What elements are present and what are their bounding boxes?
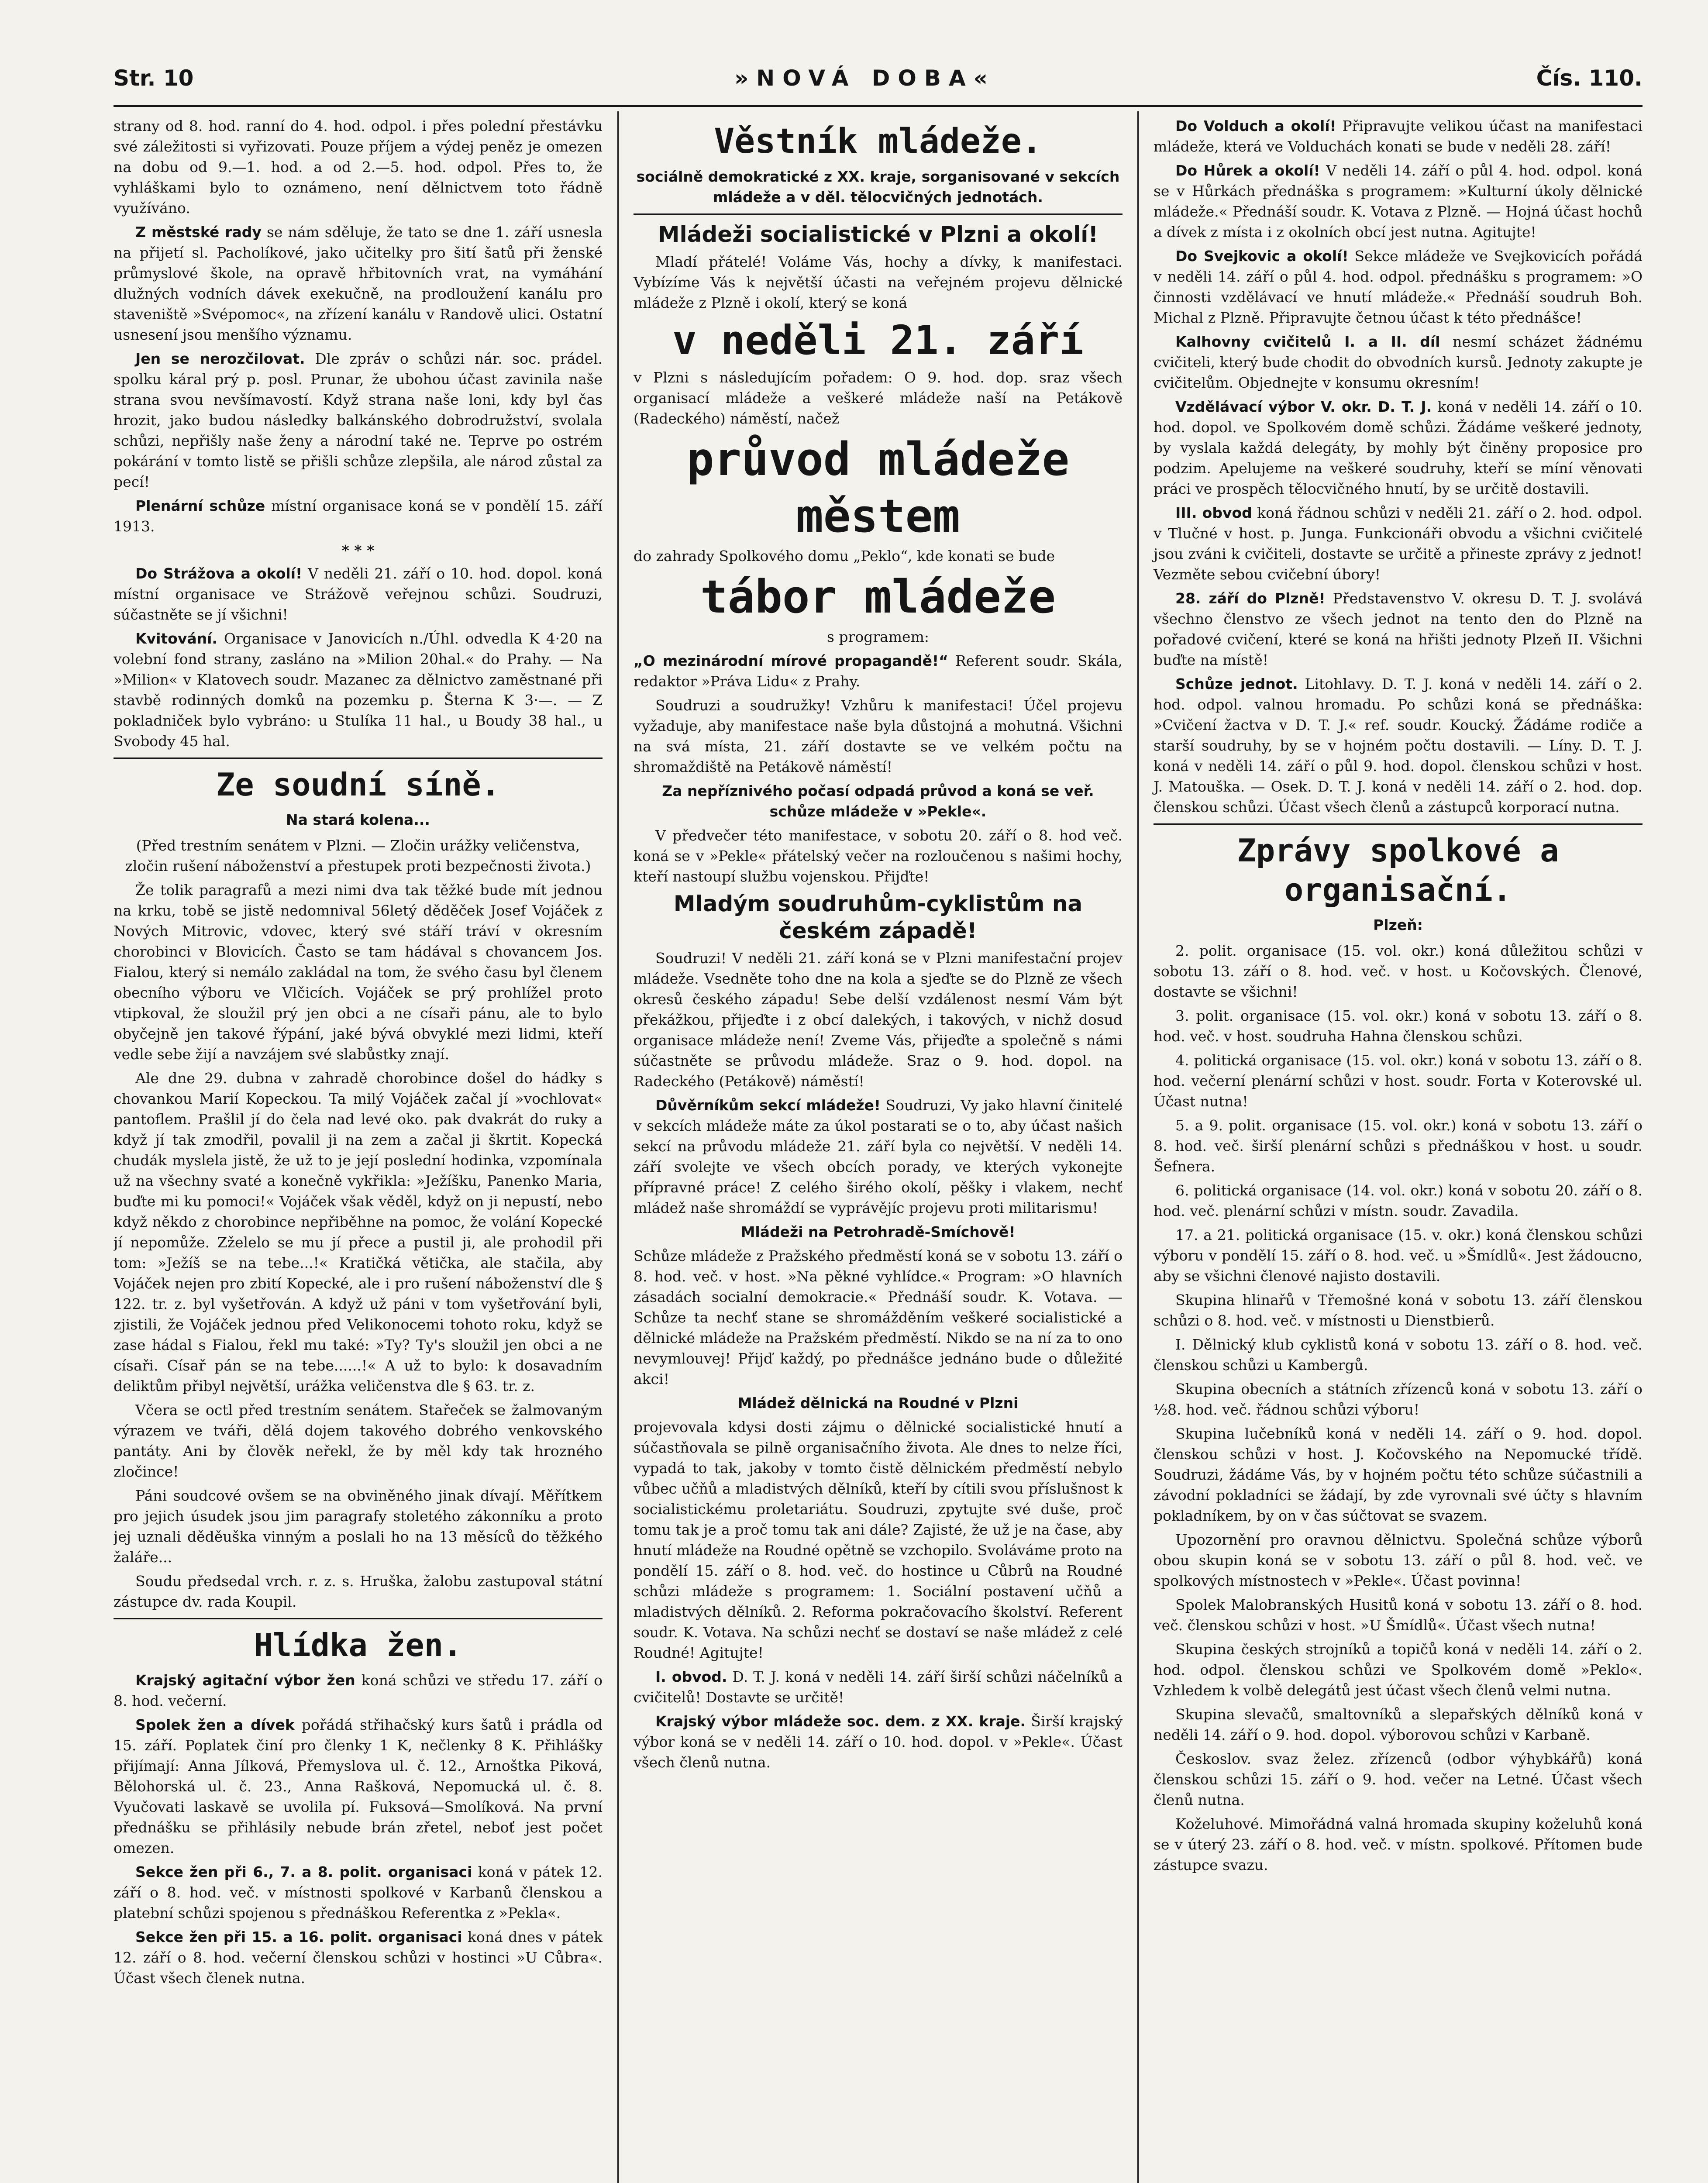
section-heading-youth: Věstník mládeže. xyxy=(714,122,1042,161)
article-heading: Mladým soudruhům-cyklistům na českém západě! xyxy=(673,891,1083,943)
paragraph: Upozornění pro oravnou dělnictvu. Společná schůze výborů obou skupin koná se v sobotu 13. září o půl 8. hod. več. ve spolkových místnostech v »Pekle«. Účast povinna! xyxy=(1154,1531,1643,1589)
item-text: V neděli 21. září o 10. hod. dopol. koná místní organisace ve Strážově veřejnou schůzi. Soudruzi, súčastněte se jí všichni! xyxy=(114,565,603,623)
item-text: Představenstvo V. okresu D. T. J. svolává všechno členstvo ze všech jednot na tento den do Plzně na pořadové cvičení, které se koná na hřišti jednoty Plzeň II. Všichni buďte na místě! xyxy=(1154,590,1643,668)
item-text: Litohlavy. D. T. J. koná v neděli 14. září o 2. hod. odpol. valnou hromadu. Po schůzi koná se přednáška: »Cvičení žactva v D. T. J.« ref. soudr. Koucký. Žádáme rodiče a starší soudruhy, by se v hojném počtu dostavili. — Líny. D. T. J. koná v neděli 14. září o půl 9. hod. dopol. členskou schůzi v host. J. Matouška. — Osek. D. T. J. koná v neděli 14. září o 2. hod. dop. členskou schůzi. Účast všech členů a zástupců korporací nutna. xyxy=(1154,675,1643,816)
divider xyxy=(114,758,603,759)
item-text: koná dnes v pátek 12. září o 8. hod. večerní členskou schůzi v hostinci »U Cůbra«. Účast všech členek nutna. xyxy=(114,1928,603,1987)
item-text: Širší krajský výbor koná se v neděli 14. září o 10. hod. dopol. v »Pekle«. Účast všech členů nutna. xyxy=(634,1713,1123,1771)
item-heading: Do Volduch a okolí! xyxy=(1175,117,1336,134)
item-heading: Sekce žen při 15. a 16. polit. organisaci xyxy=(135,1928,462,1945)
paragraph: Skupina obecních a státních zřízenců koná v sobotu 13. září o ½8. hod. več. řádnou schůzi výboru! xyxy=(1154,1381,1643,1418)
item-heading: Schůze jednot. xyxy=(1175,675,1298,692)
section-divider-stars: * * * xyxy=(341,542,375,559)
paragraph: strany od 8. hod. ranní do 4. hod. odpol. i přes polední přestávku své záležitosti si vyřizovati. Pouze příjem a výdej peněz je omezen na dobu od 9.—1. hod. a od 2.—5. hod. odpol. Přes to, že vyhláškami bylo to oznámeno, není dělnictvem toto řádně využíváno. xyxy=(114,117,603,217)
news-item xyxy=(1154,116,1643,157)
item-heading: Mládež dělnická na Roudné v Plzni xyxy=(737,1395,1019,1412)
item-heading: Z městské rady xyxy=(135,224,262,241)
column-2 xyxy=(619,107,1137,2183)
paragraph: Schůze mládeže z Pražského předměstí koná se v sobotu 13. září o 8. hod. več. v host. »Na pěkné vyhlídce.« Program: »O hlavních zásadách socialní demokracie.« Přednáší soudr. K. Votava. — Schůze ta nechť stane se shromážděním veškeré socialistické a dělnické mládeže na Pražském předměstí. Nikdo se na ní za to ono nevymlouvej! Přijď každý, po přednášce jednáno bude o důležité akci! xyxy=(634,1247,1123,1388)
news-item xyxy=(1154,160,1643,242)
news-item xyxy=(1154,246,1643,328)
item-text: Dle zpráv o schůzi nár. soc. prádel. spolku káral prý p. posl. Prunar, že ubohou účast zavinila naše strana svou nevšímavostí. Když strana naše loni, kdy byl čas hrozit, jako budou následky balkánského dobrodružství, svolala schůzi, nepřišly naše ženy a národní také ne. Teprve po ostrém pokárání v tomto listě se přišli schůze zlepšila, ale národ zůstal za pecí! xyxy=(114,350,603,490)
paragraph: do zahrady Spolkového domu „Peklo“, kde konati se bude xyxy=(634,547,1055,565)
paragraph: Ale dne 29. dubna v zahradě chorobince došel do hádky s chovankou Marií Kopeckou. Ta milý Vojáček začal jí »vochlovat« pantoflem. Prašlil jí do čela nad levé oko. pak dvakrát do ruky a když jí tak zmodřil, povalil ji na zem a začal ji škrtit. Kopecká chudák myslela jistě, že už to je její poslední hodinka, vzpomínala už na všechny svaté a konečně vykřikla: »Ježíšku, Panenko Maria, buďte mi ku pomoci!« Vojáček však věděl, když on ji nepustí, nebo když někdo z chorobince nepřiběhne na pomoc, že volání Kopecké jí nepomůže. Zželelo se mu jí přece a pustil ji, ale prohodil při tom: »Ježíš se na tebe...!« Kratičká větička, ale stačila, aby Vojáček nejen pro zbití Kopecké, ale i pro rušení náboženství dle § 122. tr. z. byl vyšetřován. A když už páni v tom vyšetřování byli, zjistili, že Vojáček jednou před Velikonocemi tohoto roku, když se zase hádal s Fialou, řekl mu také: »Ty? Ty's sloužil jen obci a ne císaři. Císař pán se na tebe......!« A už to bylo: k dosavadním deliktům přibyl největší, urážka veličenstva dle § 63. tr. z. xyxy=(114,1070,603,1395)
paragraph: s programem: xyxy=(827,628,929,645)
item-heading: Spolek žen a dívek xyxy=(135,1716,295,1733)
news-item xyxy=(1154,396,1643,499)
section-heading-associations: Zprávy spolkové a organisační. xyxy=(1237,832,1559,908)
article-heading: Mládeži socialistické v Plzni a okolí! xyxy=(658,222,1098,247)
paragraph: 5. a 9. polit. organisace (15. vol. okr.) koná v sobotu 13. září o 8. hod. več. širší plenární schůzi s přednáškou v host. u soudr. Šefnera. xyxy=(1154,1117,1643,1175)
item-text: pořádá střihačský kurs šatů i prádla od 15. září. Poplatek činí pro členky 1 K, nečlenky 8 K. Přihlášky přijímají: Anna Jílková, Přemyslova ul. č. 12., Arnoštka Piková, Bělohorská ul. č. 23., Anna Rašková, Nepomucká ul. č. 8. Vyučovati laskavě se uvolila pí. Fuksová—Smolíková. Na první přednášku se přihlásily nebude brán zřetel, neboť jest počet omezen. xyxy=(114,1716,603,1856)
paragraph: V předvečer této manifestace, v sobotu 20. září o 8. hod več. koná se v »Pekle« přátelský večer na rozloučenou s našimi hochy, kteří nastoupí službu vojenskou. Přijďte! xyxy=(634,827,1123,885)
paragraph: 6. politická organisace (14. vol. okr.) koná v sobotu 20. září o 8. hod. več. plenární schůzi v místn. soudr. Zavadila. xyxy=(1154,1182,1643,1219)
news-item xyxy=(114,348,603,492)
paragraph: Soudu předsedal vrch. r. z. s. Hruška, žalobu zastupoval státní zástupce dv. rada Koupil. xyxy=(114,1573,603,1610)
item-heading: Do Svejkovic a okolí! xyxy=(1175,248,1349,265)
item-heading: I. obvod. xyxy=(655,1668,727,1685)
notice: Za nepříznivého počasí odpadá průvod a koná se veř. schůze mládeže v »Pekle«. xyxy=(662,782,1094,820)
item-text: koná v pátek 12. září o 8. hod. več. v místnosti spolkové v Karbanů členskou a platební schůzi spojenou s přednáškou Referentka z »Pekla«. xyxy=(114,1863,603,1921)
news-item xyxy=(1154,331,1643,393)
divider xyxy=(1154,823,1643,825)
paragraph: 2. polit. organisace (15. vol. okr.) koná důležitou schůzi v sobotu 13. září o 8. hod. več. v host. u Kočovských. Členové, dostavte se všichni! xyxy=(1154,942,1643,1000)
item-text: koná schůzi ve středu 17. září o 8. hod. večerní. xyxy=(114,1672,603,1709)
paragraph: Soudruzi a soudružky! Vzhůru k manifestaci! Účel projevu vyžaduje, aby manifestace naše byla důstojná a mohutná. Všichni na svá místa, 21. září dostavte se ve velkém počtu na shromaždiště na Petákově náměstí! xyxy=(634,697,1123,775)
article-subheading: Na stará kolena... xyxy=(286,811,430,828)
news-item xyxy=(114,222,603,345)
item-text: V neděli 14. září o půl 4. hod. odpol. koná se v Hůrkách přednáška s programem: »Kulturní úkoly dělnické mládeže.« Přednáší soudr. K. Votava z Plzně. — Hojná účast hochů a dívek z místa i z okolních obcí jest nutna. Agitujte! xyxy=(1154,162,1643,241)
news-item xyxy=(1154,503,1643,585)
column-3 xyxy=(1139,107,1643,2183)
item-heading: Důvěrníkům sekcí mládeže! xyxy=(655,1097,881,1114)
paragraph: Soudruzi! V neděli 21. září koná se v Plzni manifestační projev mládeže. Vsedněte toho dne na kola a sjeďte se do Plzně ze všech okresů českého západu! Sebe delší vzdálenost nesmí Vám být překážkou, přijeďte i z obcí dalekých, i takových, v nichž dosud organisace mládeže není! Zveme Vás, přijeďte a společně s námi súčastněte se průvodu mládeže. Sraz o 9. hod. dopol. na Radeckého (Petákově) náměstí! xyxy=(634,950,1123,1090)
news-item xyxy=(634,1667,1123,1708)
column-1 xyxy=(114,107,617,2183)
section-heading-women: Hlídka žen. xyxy=(254,1627,462,1663)
paragraph: Skupina českých strojníků a topičů koná v neděli 14. září o 2. hod. odpol. členskou schůzi ve Spolkovém domě »Peklo«. Vzhledem k volbě delegátů jest účast všech členů velmi nutna. xyxy=(1154,1641,1643,1699)
paragraph: I. Dělnický klub cyklistů koná v sobotu 13. září o 8. hod. več. členskou schůzi u Kambergů. xyxy=(1154,1336,1643,1374)
news-item xyxy=(114,1670,603,1711)
procession-line: průvod mládeže xyxy=(686,433,1070,486)
item-text: místní organisace koná se v pondělí 15. září 1913. xyxy=(114,497,603,535)
item-text: Referent soudr. Skála, redaktor »Práva Lidu« z Prahy. xyxy=(634,652,1123,690)
news-item xyxy=(114,496,603,537)
paragraph: Skupina slevačů, smaltovníků a slepařských dělníků koná v neděli 14. září o 9. hod. dopol. výborovou schůzi v Karbaně. xyxy=(1154,1706,1643,1743)
rally-line: tábor mládeže xyxy=(700,570,1056,623)
item-heading: Sekce žen při 6., 7. a 8. polit. organisaci xyxy=(135,1863,472,1880)
page-number: Str. 10 xyxy=(114,65,194,91)
paragraph: 3. polit. organisace (15. vol. okr.) koná v sobotu 13. září o 8. hod. več. v host. soudruha Hahna členskou schůzi. xyxy=(1154,1007,1643,1045)
paragraph: 17. a 21. politická organisace (15. v. okr.) koná členskou schůzi výboru v pondělí 15. září o 8. hod. več. u »Šmídlů«. Jest žádoucno, aby se všichni členové najisto dostavili. xyxy=(1154,1226,1643,1284)
paragraph: Mladí přátelé! Voláme Vás, hochy a dívky, k manifestaci. Vybízíme Vás k největší účasti na veřejném projevu dělnické mládeže z Plzně i okolí, který se koná xyxy=(634,253,1123,311)
news-item xyxy=(1154,674,1643,817)
item-heading: Krajský výbor mládeže soc. dem. z XX. kraje. xyxy=(655,1713,1026,1730)
procession-line-2: městem xyxy=(796,489,960,543)
item-heading: Kalhovny cvičitelů I. a II. díl xyxy=(1175,333,1440,350)
item-heading: Do Hůrek a okolí! xyxy=(1175,162,1320,179)
item-text: nesmí scházet žádnému cvičiteli, který bude chodit do obvodních kursů. Jednoty zakupte je cvičitelům. Objednejte v konsumu okresním! xyxy=(1154,333,1643,391)
item-text: se nám sděluje, že tato se dne 1. září usnesla na přijetí sl. Pacholíkové, jako učitelky pro šití šatů při ženské průmyslové škole, na opravě hřbitovních vrat, na vymáhání dlužných vodních dávek exekučně, na prodloužení kanálu pro staveniště »Svépomoc«, na zřízení kanálu v Randově ulici. Ostatní usnesení jsou menšího významu. xyxy=(114,224,603,343)
item-heading: III. obvod xyxy=(1175,504,1252,521)
section-subheading: Plzeň: xyxy=(1373,916,1423,933)
date-line: v neděli 21. září xyxy=(672,317,1084,364)
columns xyxy=(114,107,1643,2183)
item-text: D. T. J. koná v neděli 14. září širší schůzi náčelníků a cvičitelů! Dostavte se určitě! xyxy=(634,1668,1123,1706)
item-heading: Vzdělávací výbor V. okr. D. T. J. xyxy=(1175,398,1432,415)
issue-number: Čís. 110. xyxy=(1536,65,1643,91)
item-heading: Krajský agitační výbor žen xyxy=(135,1672,355,1689)
divider xyxy=(114,1618,603,1619)
item-text: Organisace v Janovicích n./Úhl. odvedla K 4·20 na volební fond strany, zasláno na »Milion 20hal.« do Prahy. — Na »Milion« v Klatovech soudr. Mazanec za dělnictvo zaměstnané při stavbě rodinných domků na pozemku p. Šterna K 3·—. — Z pokladniček bylo vybráno: u Stulíka 11 hal., u Boudy 38 hal., u Svobody 45 hal. xyxy=(114,630,603,750)
item-text: koná řádnou schůzi v neděli 21. září o 2. hod. odpol. v Tlučné v host. p. Junga. Funkcionáři obvodu a všichni cvičitelé jsou zváni k cvičiteli, dostavte se určitě a přineste zprávy z jednot! Vezměte sebou cvičební úbory! xyxy=(1154,504,1643,583)
section-heading-court: Ze soudní síně. xyxy=(216,766,500,803)
item-heading: Kvitování. xyxy=(135,630,217,647)
news-item xyxy=(634,1711,1123,1773)
paragraph: Koželuhové. Mimořádná valná hromada skupiny koželuhů koná se v úterý 23. září o 8. hod. več. v místn. spolkové. Přítomen bude zástupce svazu. xyxy=(1154,1815,1643,1873)
item-text: Soudruzi, Vy jako hlavní činitelé v sekcích mládeže máte za úkol postarati se o to, aby účast našich sekcí na průvodu mládeže 21. září byla co největší. V neděli 14. září svolejte ve všech obcích porady, ve kterých vykonejte přípravné práce! Z celého širého okolí, pěšky i vlakem, nechť mládež naše shromáždí se vyprávějíc projevu proti militarismu! xyxy=(634,1097,1123,1216)
news-item xyxy=(634,1095,1123,1218)
paragraph: Skupina lučebníků koná v neděli 14. září o 9. hod. dopol. členskou schůzi v host. J. Kočovského na Nepomucké třídě. Soudruzi, žádáme Vás, by v hojném počtu této schůze súčastnili a závodní pokladníci se žádají, by zde vyrovnali své účty s hlavním pokladníkem, by on v čas súčtovat se svazem. xyxy=(1154,1425,1643,1524)
paragraph: projevovala kdysi dosti zájmu o dělnické socialistické hnutí a súčastňovala se pilně organisačního života. Ale dnes to nelze říci, vypadá to tak, jakoby v tomto čistě dělnickém předměstí nebylo vůbec učňů a mladistvých dělníků, kteří by cítili svou příslušnost k socialistickému proletariátu. Soudruzi, zpytujte své duše, proč tomu tak je a proč tomu tak ani dále? Zajisté, že už je na čase, aby hnutí mládeže na Roudné opětně se vzchopilo. Svoláváme proto na pondělí 15. září o 8. hod. več. do hostince u Cůbrů na Roudné schůzi mládeže s programem: 1. Sociální postavení učňů a mladistvých dělníků. 2. Reforma pokračovacího školství. Referent soudr. K. Votava. Na schůzi nechť se dostaví se naše mládež z celé Roudné! Agitujte! xyxy=(634,1419,1123,1661)
item-heading: Do Strážova a okolí! xyxy=(135,565,303,582)
item-heading: Jen se nerozčilovat. xyxy=(135,350,305,367)
news-item xyxy=(114,628,603,751)
news-item xyxy=(114,1715,603,1858)
paragraph: Českoslov. svaz želez. zřízenců (odbor výhybkářů) koná členskou schůzi 15. září o 9. hod. večer na Letné. Účast všech členů nutna. xyxy=(1154,1750,1643,1808)
item-heading: „O mezinárodní mírové propagandě!“ xyxy=(634,652,948,669)
paragraph: Včera se octl před trestním senátem. Stařeček se žalmovaným výrazem ve tváři, dělá dojem takového dobrého venkovského pantáty. Ani by člověk neřekl, že by měl kdy tak hrozného zločince! xyxy=(114,1401,603,1480)
paragraph: Že tolik paragrafů a mezi nimi dva tak těžké bude mít jednou na krku, tobě se jistě nedomnival 56letý děděček Josef Vojáček z Nových Mitrovic, vdovec, který své stáří tráví v okresním chorobinci v Blovicích. Často se tam hádával s chovancem Jos. Fialou, který si nemálo zakládal na tom, že svého času byl členem obecního výboru ve Vlčicích. Vojáček se prý prohlížel proto vtipkoval, že sloužil prý jen obci a ne císaři pánu, ale to bylo obyčejně jen takové řýpání, jaké bývá obvyklé mezi lidmi, kteří vedle sebe žijí a navzájem své slabůstky znají. xyxy=(114,881,603,1063)
newspaper-title: »NOVÁ DOBA« xyxy=(734,65,995,91)
item-text: koná v neděli 14. září o 10. hod. dopol. ve Spolkovém domě schůzi. Žádáme veškeré jednoty, by vyslala každá delegáty, by mohly být činěny proposice pro podzim. Apelujeme na veškeré soudruhy, kteří se míní věnovati práci ve prospěch tělocvičného hnutí, by se určitě dostavili. xyxy=(1154,398,1643,497)
news-item xyxy=(634,651,1123,692)
item-heading: Plenární schůze xyxy=(135,497,265,514)
item-text: Připravujte velikou účast na manifestaci mládeže, která ve Volduchách konati se bude v neděli 28. září! xyxy=(1154,117,1643,155)
item-text: Sekce mládeže ve Svejkovicích pořádá v neděli 14. září o půl 4. hod. odpol. přednášku s programem: »O činnosti vzdělávací ve hnutí mládeže.« Přednáší soudruh Boh. Michal z Plzně. Připravujte četnou účast k této přednášce! xyxy=(1154,248,1643,326)
news-item xyxy=(114,1927,603,1988)
page-header xyxy=(114,65,1643,100)
divider xyxy=(634,213,1123,215)
item-heading: 28. září do Plzně! xyxy=(1175,590,1326,607)
news-item xyxy=(114,563,603,625)
paragraph: Páni soudcové ovšem se na obviněného jinak dívají. Měřítkem pro jejich úsudek jsou jim paragrafy stoletého zákonníku a proto jej uznali děděuška vinným a poslali ho na 13 měsíců do těžkého žaláře... xyxy=(114,1487,603,1566)
item-heading: Mládeži na Petrohradě-Smíchově! xyxy=(740,1223,1016,1240)
paragraph: Skupina hlinařů v Třemošné koná v sobotu 13. září členskou schůzi o 8. hod. več. v místnosti u Dienstbierů. xyxy=(1154,1291,1643,1329)
section-subheading: sociálně demokratické z XX. kraje, sorganisované v sekcích mládeže a v děl. tělocvičných jednotách. xyxy=(636,168,1120,206)
paragraph: v Plzni s následujícím pořadem: O 9. hod. dop. sraz všech organisací mládeže a veškeré mládeže naší na Petákově (Radeckého) náměstí, načež xyxy=(634,369,1123,427)
paragraph: Spolek Malobranských Husitů koná v sobotu 13. září o 8. hod. več. členskou schůzi v host. »U Šmídlů«. Účast všech nutna! xyxy=(1154,1596,1643,1634)
paragraph: 4. politická organisace (15. vol. okr.) koná v sobotu 13. září o 8. hod. večerní plenární schůzi v host. soudr. Forta v Koterovské ul. Účast nutna! xyxy=(1154,1052,1643,1110)
paragraph: (Před trestním senátem v Plzni. — Zločin urážky veličenstva, zločin rušení náboženství a přestupek proti bezpečnosti života.) xyxy=(125,837,591,875)
news-item xyxy=(1154,588,1643,670)
news-item xyxy=(114,1862,603,1923)
